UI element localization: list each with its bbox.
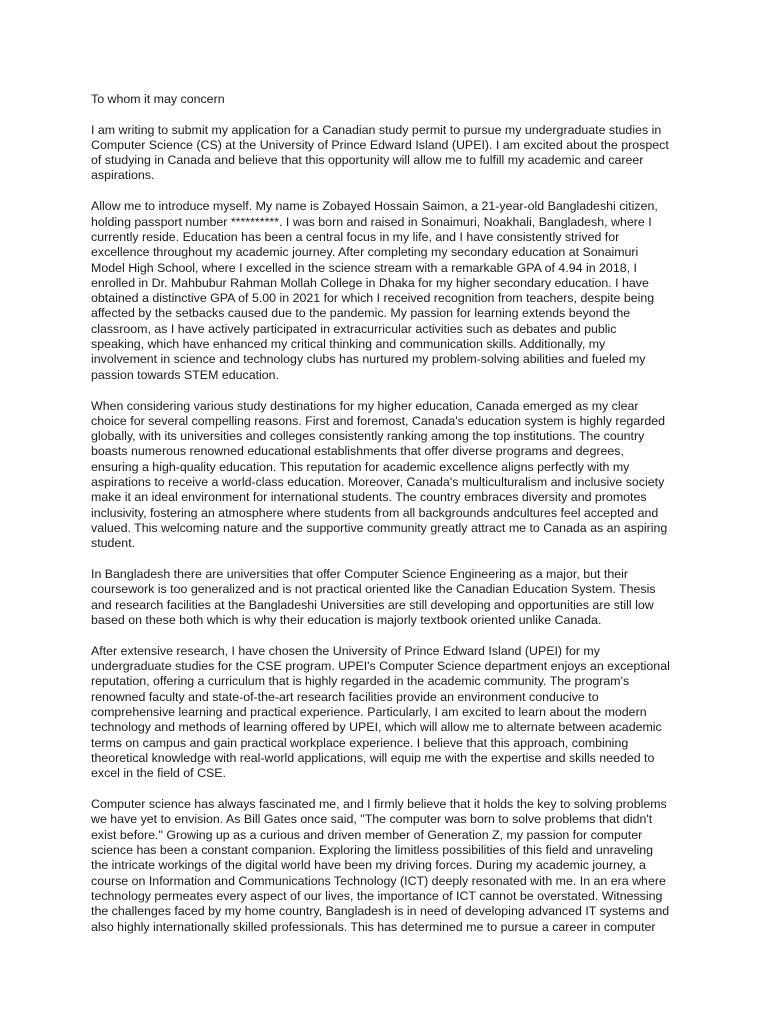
letter-body <box>91 92 681 950</box>
text-line: In Bangladesh there are universities that offer Computer Science Engineering as a major, but their <box>91 567 629 582</box>
text-line: comprehensive learning and practical experience. Particularly, I am excited to learn about the modern <box>91 705 647 720</box>
text-line: choice for several compelling reasons. First and foremost, Canada's education system is highly regarded <box>91 413 665 428</box>
text-line: aspirations. <box>91 168 155 183</box>
text-line: excellence throughout my academic journey. After completing my secondary education at Sonaimuri <box>91 245 639 260</box>
text-line: terms on campus and gain practical workplace experience. I believe that this approach, combining <box>91 735 629 750</box>
text-line: currently reside. Education has been a central focus in my life, and I have consistently strived for <box>91 229 620 244</box>
text-line: we have yet to envision. As Bill Gates once said, "The computer was born to solve problems that didn't <box>91 812 653 827</box>
text-line: speaking, which have enhanced my critical thinking and communication skills. Additionally, my <box>91 337 606 352</box>
text-line: boasts numerous renowned educational establishments that offer diverse programs and degrees, <box>91 444 624 459</box>
paragraph-2 <box>91 199 681 383</box>
text-line: technology permeates every aspect of our lives, the importance of ICT cannot be overstated. Witnessing <box>91 888 663 903</box>
text-line: Computer science has always fascinated me, and I firmly believe that it holds the key to solving problems <box>91 797 667 812</box>
text-line: and research facilities at the Bangladeshi Universities are still developing and opportunities are still low <box>91 597 654 612</box>
text-line: Model High School, where I excelled in the science stream with a remarkable GPA of 4.94 in 2018, I <box>91 260 637 275</box>
paragraph-1 <box>91 123 681 184</box>
text-line: Computer Science (CS) at the University of Prince Edward Island (UPEI). I am excited about the prospect <box>91 137 669 152</box>
text-line: of studying in Canada and believe that this opportunity will allow me to fulfill my academic and career <box>91 153 644 168</box>
text-line: based on these both which is why their education is majorly textbook oriented unlike Canada. <box>91 612 602 627</box>
text-line: After extensive research, I have chosen the University of Prince Edward Island (UPEI) for my <box>91 643 600 658</box>
paragraph-3 <box>91 399 681 552</box>
paragraphs <box>91 123 681 935</box>
text-line: renowned faculty and state-of-the-art research facilities provide an environment conducive to <box>91 689 599 704</box>
text-line: valued. This welcoming nature and the supportive community greatly attract me to Canada as an aspiring <box>91 520 668 535</box>
paragraph-4 <box>91 567 681 628</box>
text-line: I am writing to submit my application for a Canadian study permit to pursue my undergraduate studies in <box>91 122 662 137</box>
text-line: passion towards STEM education. <box>91 367 280 382</box>
text-line: involvement in science and technology clubs has nurtured my problem-solving abilities and fueled my <box>91 352 646 367</box>
text-line: the challenges faced by my home country, Bangladesh is in need of developing advanced IT systems and <box>91 904 670 919</box>
text-line: science has been a constant companion. Exploring the limitless possibilities of this field and unraveling <box>91 843 654 858</box>
text-line: excel in the field of CSE. <box>91 766 226 781</box>
text-line: technology and methods of learning offered by UPEI, which will allow me to alternate between academic <box>91 720 662 735</box>
text-line: inclusivity, fostering an atmosphere where students from all backgrounds andcultures feel accepted and <box>91 505 659 520</box>
text-line: student. <box>91 536 136 551</box>
text-line: affected by the setbacks caused due to the pandemic. My passion for learning extends beyond the <box>91 306 631 321</box>
text-line: holding passport number **********. I was born and raised in Sonaimuri, Noakhali, Bangladesh, where I <box>91 214 652 229</box>
text-line: make it an ideal environment for international students. The country embraces diversity and promotes <box>91 490 647 505</box>
text-line: theoretical knowledge with real-world applications, will equip me with the expertise and skills needed to <box>91 750 655 765</box>
text-line: obtained a distinctive GPA of 5.00 in 2021 for which I received recognition from teachers, despite being <box>91 291 655 306</box>
salutation: To whom it may concern <box>91 92 225 106</box>
text-line: globally, with its universities and colleges consistently ranking among the top institutions. The country <box>91 429 645 444</box>
text-line: classroom, as I have actively participated in extracurricular activities such as debates and public <box>91 321 617 336</box>
text-line: coursework is too generalized and is not practical oriented like the Canadian Education System. Thesis <box>91 582 656 597</box>
paragraph-6 <box>91 797 681 935</box>
text-line: undergraduate studies for the CSE program. UPEI's Computer Science department enjoys an exceptional <box>91 659 670 674</box>
paragraph-5 <box>91 644 681 782</box>
text-line: course on Information and Communications Technology (ICT) deeply resonated with me. In an era where <box>91 873 666 888</box>
text-line: reputation, offering a curriculum that is highly regarded in the academic community. The program's <box>91 674 630 689</box>
text-line: exist before." Growing up as a curious and driven member of Generation Z, my passion for computer <box>91 827 643 842</box>
text-line: aspirations to receive a world-class education. Moreover, Canada's multiculturalism and inclusive society <box>91 475 665 490</box>
text-line: enrolled in Dr. Mahbubur Rahman Mollah College in Dhaka for my higher secondary education. I have <box>91 275 649 290</box>
text-line: also highly internationally skilled professionals. This has determined me to pursue a career in computer <box>91 919 656 934</box>
text-line: the intricate workings of the digital world have been my driving forces. During my academic journey, a <box>91 858 646 873</box>
text-line: ensuring a high-quality education. This reputation for academic excellence aligns perfectly with my <box>91 459 630 474</box>
text-line: Allow me to introduce myself. My name is Zobayed Hossain Saimon, a 21-year-old Bangladeshi citizen, <box>91 199 658 214</box>
text-line: When considering various study destinations for my higher education, Canada emerged as my clear <box>91 398 639 413</box>
